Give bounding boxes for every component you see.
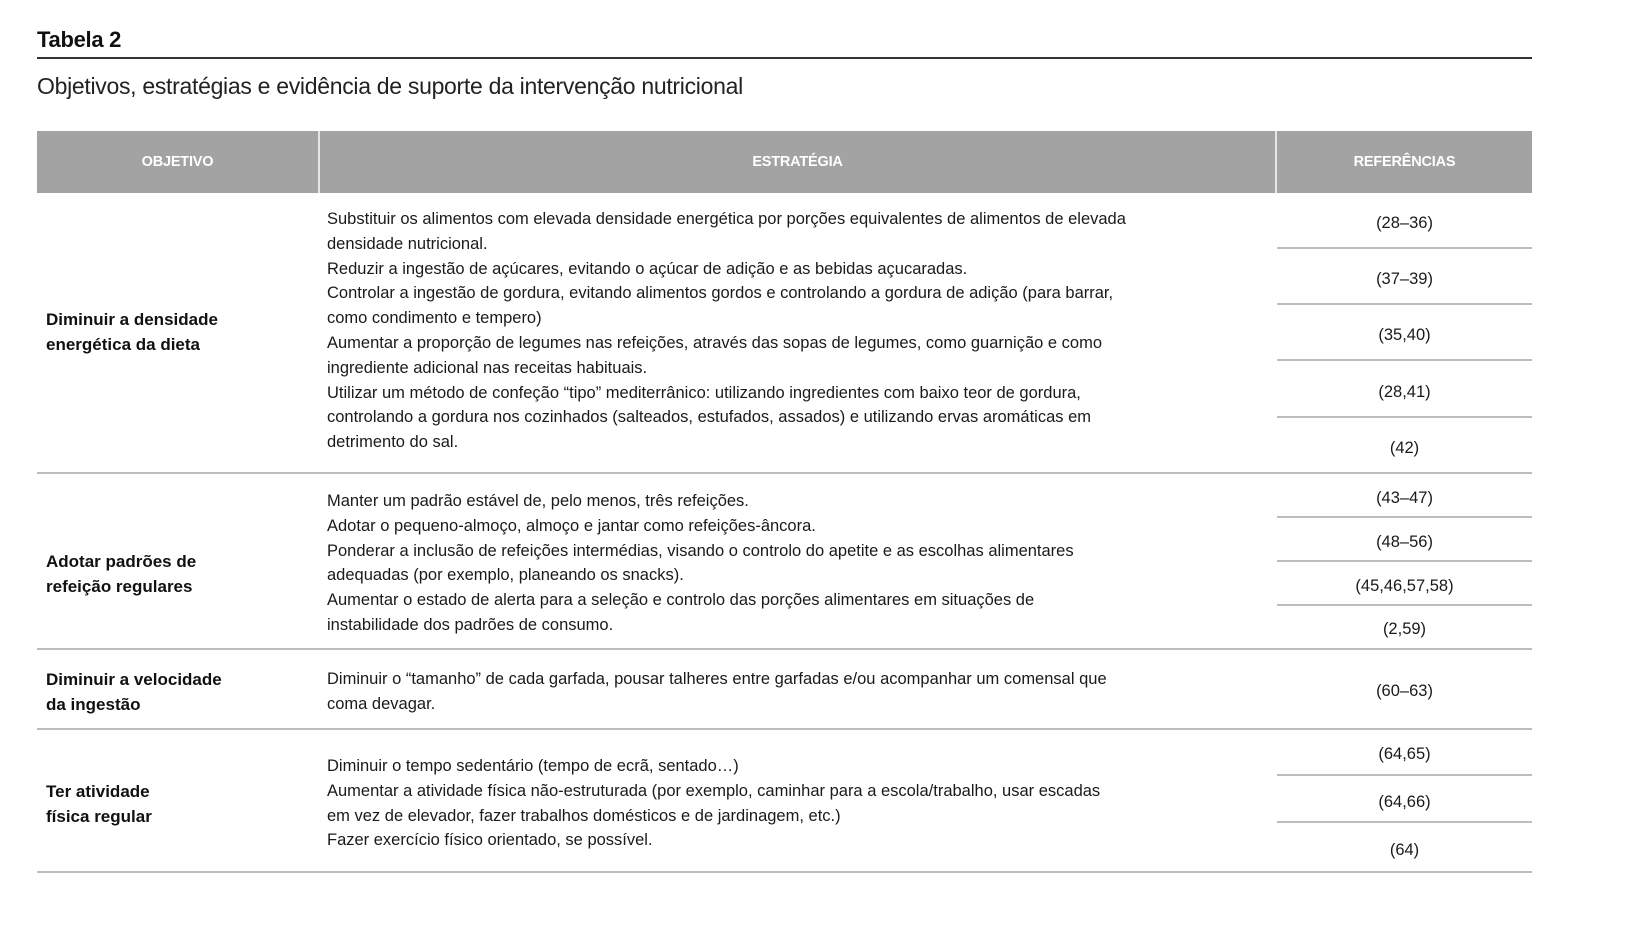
strategy-line: Utilizar um método de confeção “tipo” mediterrânico: utilizando ingredientes com baixo teor de gordura,: [327, 383, 1081, 402]
reference-cell: (28–36): [1376, 214, 1433, 232]
header-objetivo: OBJETIVO: [141, 154, 214, 170]
strategy-line: em vez de elevador, fazer trabalhos domésticos e de jardinagem, etc.): [327, 806, 841, 825]
header-referencias: REFERÊNCIAS: [1353, 154, 1456, 170]
strategy-cell: [327, 489, 1074, 638]
reference-divider: [1277, 516, 1532, 518]
reference-divider: [1277, 416, 1532, 418]
reference-cell: (45,46,57,58): [1355, 577, 1454, 595]
strategy-line: adequadas (por exemplo, planeando os snacks).: [327, 566, 684, 585]
table-subtitle: Objetivos, estratégias e evidência de suporte da intervenção nutricional: [37, 73, 743, 99]
reference-divider: [1277, 359, 1532, 361]
objective-cell: [46, 307, 218, 357]
header-estrategia: ESTRATÉGIA: [752, 154, 843, 170]
reference-cell: (64): [1389, 841, 1420, 859]
strategy-line: Reduzir a ingestão de açúcares, evitando o açúcar de adição e as bebidas açucaradas.: [327, 259, 968, 278]
strategy-line: Adotar o pequeno-almoço, almoço e jantar como refeições-âncora.: [327, 516, 816, 535]
strategy-line: instabilidade dos padrões de consumo.: [327, 615, 614, 634]
reference-cell: (28,41): [1378, 383, 1431, 401]
reference-cell: (60–63): [1376, 682, 1433, 700]
reference-divider: [1277, 303, 1532, 305]
objective-line: física regular: [46, 807, 152, 826]
title-divider: [37, 57, 1532, 59]
reference-divider: [1277, 604, 1532, 606]
reference-divider: [1277, 560, 1532, 562]
objective-line: Ter atividade: [46, 782, 150, 801]
strategy-line: Diminuir o “tamanho” de cada garfada, pousar talheres entre garfadas e/ou acompanhar um comensal que: [327, 670, 1107, 688]
strategy-line: Controlar a ingestão de gordura, evitando alimentos gordos e controlando a gordura de adição (para barrar,: [327, 284, 1114, 303]
reference-cell: (64,65): [1378, 745, 1431, 763]
objective-line: da ingestão: [46, 695, 141, 714]
reference-cell: (37–39): [1376, 270, 1433, 288]
strategy-line: Aumentar o estado de alerta para a seleção e controlo das porções alimentares em situações de: [327, 591, 1035, 610]
strategy-line: Fazer exercício físico orientado, se possível.: [327, 831, 653, 850]
reference-cell: (42): [1389, 439, 1420, 457]
reference-divider: [1277, 774, 1532, 776]
strategy-line: Diminuir o tempo sedentário (tempo de ecrã, sentado…): [327, 757, 739, 775]
strategy-line: Aumentar a atividade física não-estruturada (por exemplo, caminhar para a escola/trabalho, usar escadas: [327, 781, 1101, 800]
objective-cell: [46, 667, 222, 717]
group-divider: [37, 728, 1532, 730]
reference-cell: (2,59): [1382, 620, 1427, 638]
objective-line: Diminuir a velocidade: [46, 670, 222, 689]
strategy-line: Ponderar a inclusão de refeições intermédias, visando o controlo do apetite e as escolhas alimentares: [327, 541, 1074, 560]
strategy-line: coma devagar.: [327, 694, 436, 713]
reference-cell: (43–47): [1376, 489, 1433, 507]
table-header: [37, 131, 1532, 193]
table-title: Tabela 2: [37, 27, 122, 52]
strategy-line: Substituir os alimentos com elevada densidade energética por porções equivalentes de alimentos de elevada: [327, 210, 1126, 228]
objective-line: refeição regulares: [46, 577, 193, 596]
objective-cell: [46, 549, 196, 599]
strategy-line: densidade nutricional.: [327, 234, 488, 253]
reference-divider: [1277, 821, 1532, 823]
strategy-line: Aumentar a proporção de legumes nas refeições, através das sopas de legumes, como guarnição e como: [327, 333, 1103, 352]
table-bottom-divider: [37, 871, 1532, 873]
strategy-cell: [327, 667, 1107, 717]
strategy-line: detrimento do sal.: [327, 433, 459, 452]
objective-line: energética da dieta: [46, 335, 201, 354]
objective-cell: [46, 779, 152, 829]
group-divider: [37, 648, 1532, 650]
strategy-line: controlando a gordura nos cozinhados (salteados, estufados, assados) e utilizando ervas aromáticas em: [327, 408, 1092, 427]
reference-cell: (35,40): [1378, 326, 1431, 344]
objective-line: Adotar padrões de: [46, 552, 197, 571]
strategy-line: como condimento e tempero): [327, 309, 542, 328]
strategy-cell: [327, 754, 1100, 853]
strategy-line: ingrediente adicional nas receitas habituais.: [327, 358, 648, 377]
group-divider: [37, 472, 1532, 474]
reference-cell: (64,66): [1378, 793, 1431, 811]
strategy-cell: [327, 207, 1126, 455]
objective-line: Diminuir a densidade: [46, 310, 218, 329]
reference-divider: [1277, 247, 1532, 249]
strategy-line: Manter um padrão estável de, pelo menos, três refeições.: [327, 492, 749, 510]
reference-cell: (48–56): [1376, 533, 1433, 551]
